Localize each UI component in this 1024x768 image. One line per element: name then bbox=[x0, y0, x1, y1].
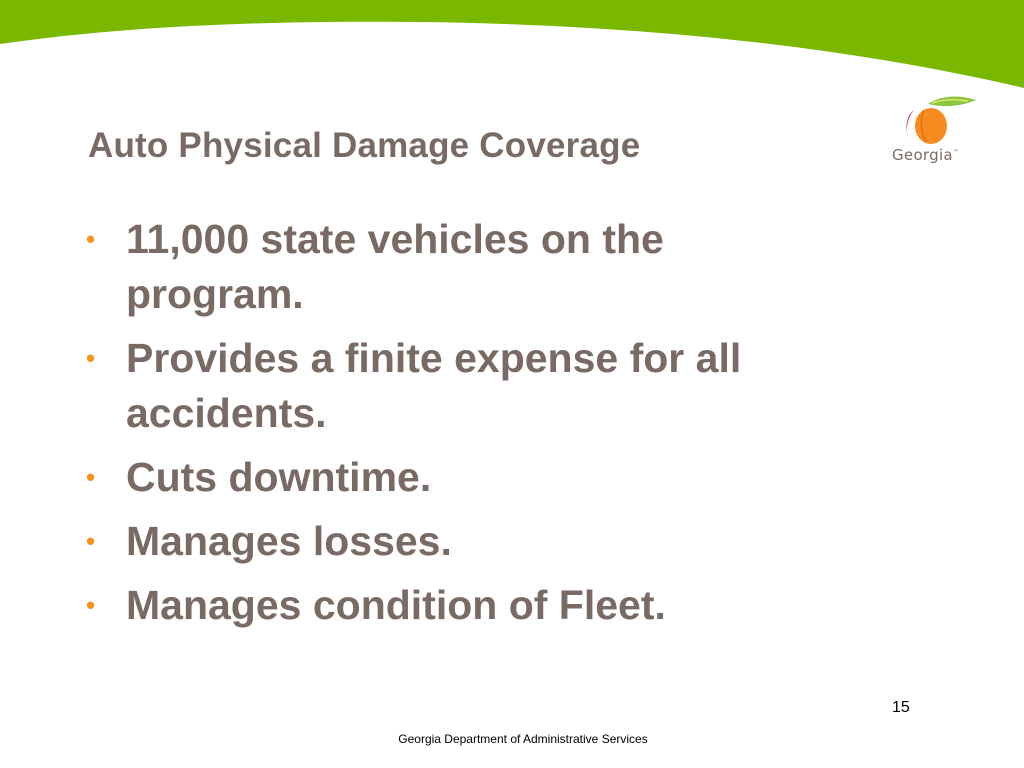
trademark-mark: ™ bbox=[952, 149, 960, 156]
georgia-logo bbox=[888, 94, 984, 174]
bullet-item bbox=[86, 514, 826, 569]
bullet-dot-icon: • bbox=[86, 526, 96, 556]
footer-text: Georgia Department of Administrative Services bbox=[398, 732, 648, 746]
bullet-text: Manages condition of Fleet. bbox=[126, 582, 666, 628]
bullet-item bbox=[86, 450, 826, 505]
bullet-item bbox=[86, 331, 826, 441]
peach-icon bbox=[888, 94, 984, 146]
bullet-text: Manages losses. bbox=[126, 518, 452, 564]
bullet-dot-icon: • bbox=[86, 224, 96, 254]
logo-text bbox=[892, 146, 959, 164]
bullet-item bbox=[86, 578, 826, 633]
slide-title: Auto Physical Damage Coverage bbox=[88, 126, 641, 165]
page-number: 15 bbox=[892, 699, 910, 716]
top-green-band bbox=[0, 0, 1024, 100]
bullet-list bbox=[86, 212, 826, 642]
bullet-item bbox=[86, 212, 826, 322]
bullet-dot-icon: • bbox=[86, 462, 96, 492]
bullet-text: Provides a finite expense for all accidents. bbox=[126, 335, 742, 436]
bullet-text: Cuts downtime. bbox=[126, 454, 432, 500]
logo-word: Georgia bbox=[892, 146, 953, 164]
bullet-dot-icon: • bbox=[86, 343, 96, 373]
bullet-dot-icon: • bbox=[86, 590, 96, 620]
bullet-text: 11,000 state vehicles on the program. bbox=[126, 216, 664, 317]
